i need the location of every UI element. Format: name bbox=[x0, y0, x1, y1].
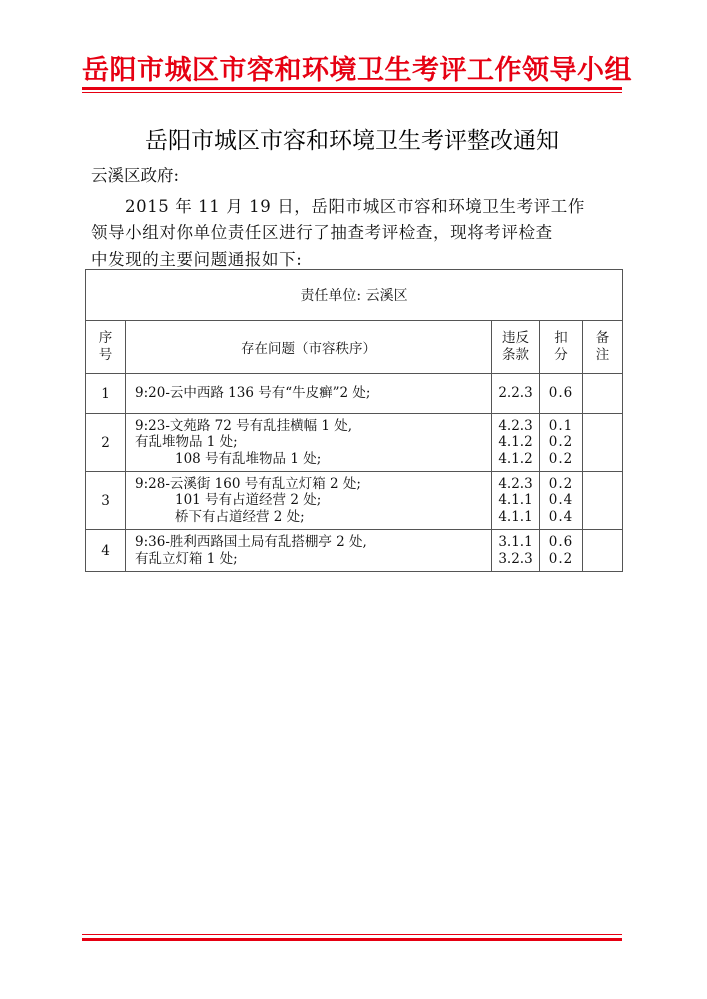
responsible-unit: 责任单位: 云溪区 bbox=[86, 270, 623, 321]
row-score: 0.6 0.2 bbox=[540, 530, 583, 572]
row-score: 0.2 0.4 0.4 bbox=[540, 472, 583, 530]
table-header-row bbox=[86, 321, 623, 374]
row-index: 2 bbox=[86, 414, 126, 472]
body-line: 领导小组对你单位责任区进行了抽查考评检查，现将考评检查 bbox=[91, 223, 553, 242]
body-line: 中发现的主要问题通报如下: bbox=[91, 250, 303, 269]
row-remark bbox=[583, 472, 623, 530]
row-issue: 9:23-文苑路 72 号有乱挂横幅 1 处, 有乱堆物品 1 处; 108 号有乱堆物品 1 处; bbox=[126, 414, 492, 472]
letterhead-rule-thin bbox=[82, 92, 622, 93]
row-score: 0.1 0.2 0.2 bbox=[540, 414, 583, 472]
notice-title: 岳阳市城区市容和环境卫生考评整改通知 bbox=[145, 128, 559, 154]
row-issue: 9:36-胜利西路国土局有乱搭棚亭 2 处, 有乱立灯箱 1 处; bbox=[126, 530, 492, 572]
table-row bbox=[86, 530, 623, 572]
header-index: 序 号 bbox=[86, 321, 126, 374]
table-row bbox=[86, 414, 623, 472]
salutation: 云溪区政府: bbox=[91, 166, 180, 185]
header-clause: 违反 条款 bbox=[492, 321, 540, 374]
row-remark bbox=[583, 530, 623, 572]
footer-rule-thin bbox=[82, 934, 622, 935]
header-issue: 存在问题（市容秩序） bbox=[126, 321, 492, 374]
row-index: 4 bbox=[86, 530, 126, 572]
table-row bbox=[86, 472, 623, 530]
row-issue: 9:20-云中西路 136 号有“牛皮癣”2 处; bbox=[126, 374, 492, 414]
footer-rule-thick bbox=[82, 938, 622, 941]
row-index: 1 bbox=[86, 374, 126, 414]
row-index: 3 bbox=[86, 472, 126, 530]
row-score: 0.6 bbox=[540, 374, 583, 414]
issues-table bbox=[85, 269, 623, 572]
row-clause: 2.2.3 bbox=[492, 374, 540, 414]
letterhead-title: 岳阳市城区市容和环境卫生考评工作领导小组 bbox=[82, 55, 632, 86]
table-row bbox=[86, 374, 623, 414]
row-clause: 4.2.3 4.1.1 4.1.1 bbox=[492, 472, 540, 530]
header-deduct: 扣 分 bbox=[540, 321, 583, 374]
row-remark bbox=[583, 374, 623, 414]
row-clause: 4.2.3 4.1.2 4.1.2 bbox=[492, 414, 540, 472]
header-remark: 备 注 bbox=[583, 321, 623, 374]
letterhead-rule-thick bbox=[82, 87, 622, 90]
row-issue: 9:28-云溪街 160 号有乱立灯箱 2 处; 101 号有占道经营 2 处; 桥下有占道经营 2 处; bbox=[126, 472, 492, 530]
body-line: 2015 年 11 月 19 日，岳阳市城区市容和环境卫生考评工作 bbox=[125, 197, 586, 216]
row-remark bbox=[583, 414, 623, 472]
row-clause: 3.1.1 3.2.3 bbox=[492, 530, 540, 572]
